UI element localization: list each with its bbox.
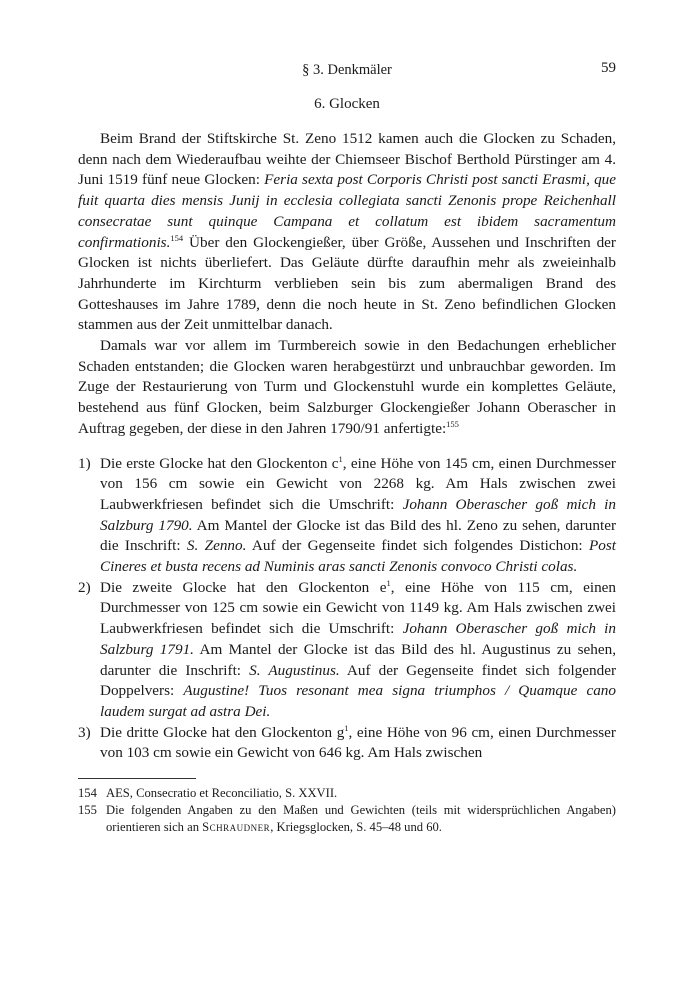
inscription-italic: S. Zenno. xyxy=(186,537,247,555)
footnote-text: AES, Consecratio et Reconciliatio, S. XXVII. xyxy=(106,786,338,801)
tone-superscript: 1 xyxy=(338,453,343,464)
page-header xyxy=(78,60,616,82)
inscription-italic: S. Augustinus. xyxy=(249,661,340,679)
bell-text: Die dritte Glocke hat den Glockenton g xyxy=(100,723,345,741)
footnote-divider xyxy=(78,778,196,779)
footnote-154 xyxy=(78,785,616,802)
footnote-text: Die folgenden Angaben zu den Maßen und Gewichten (teils mit widersprüchlichen Angaben) orientieren sich an xyxy=(106,803,616,835)
bell-text: Am Mantel der Glocke ist das Bild des hl. Zeno zu sehen, darunter die Inschrift: xyxy=(100,516,617,555)
paragraph-1-text-b: Über den Glockengießer, über Größe, Aussehen und Inschriften der Glocken ist nichts überliefert. Das Geläute dürfte daraufhin mehr als zweieinhalb Jahrhunderte im Kirchturm verblieben sein bis zum abermaligen Brand des Gotteshauses im Jahre 1789, denn die noch heute in St. Zeno befindlichen Glocken stammen aus der Zeit unmittelbar danach. xyxy=(78,233,616,334)
footnotes xyxy=(78,785,616,836)
tone-superscript: 1 xyxy=(344,722,349,733)
footnote-ref-154[interactable]: 154 xyxy=(170,232,184,243)
footnote-number: 154 xyxy=(78,786,97,801)
body-text xyxy=(78,129,616,764)
paragraph-2 xyxy=(78,336,616,440)
bell-text: , eine Höhe von 96 cm, einen Durchmesser von 103 cm sowie ein Gewicht von 646 kg. Am Hals zwischen xyxy=(100,723,616,762)
bell-text: Die erste Glocke hat den Glockenton c xyxy=(100,454,339,472)
list-number: 2) xyxy=(78,578,91,596)
bell-item-2 xyxy=(78,578,616,723)
running-head: § 3. Denkmäler xyxy=(302,62,392,78)
footnote-ref-155[interactable]: 155 xyxy=(446,418,459,429)
inscription-italic: Augustine! Tuos resonant mea signa triumphos / Quamque cano laudem surgat ad astra Dei. xyxy=(100,682,616,720)
bell-item-3 xyxy=(78,723,616,764)
footnote-text: , Kriegsglocken, S. 45–48 und 60. xyxy=(270,820,442,835)
bell-text: Am Mantel der Glocke ist das Bild des hl. Augustinus zu sehen, darunter die Inschrift: xyxy=(100,640,616,679)
bell-text: Auf der Gegenseite findet sich folgender Doppelvers: xyxy=(100,661,617,700)
bell-text: , eine Höhe von 145 cm, einen Durchmesser von 156 cm sowie ein Gewicht von 2268 kg. Am Hals zwischen zwei Laubwerkfriesen befindet sich die Umschrift: xyxy=(100,454,616,513)
section-title: 6. Glocken xyxy=(314,96,380,112)
tone-superscript: 1 xyxy=(386,577,391,588)
author-name-smallcaps: Schraudner xyxy=(202,820,271,835)
list-number: 1) xyxy=(78,454,91,472)
inscription-italic: Johann Oberascher goß mich in Salzburg 1790. xyxy=(100,495,616,534)
bell-text: Die zweite Glocke hat den Glockenton e xyxy=(100,578,387,596)
footnote-number: 155 xyxy=(78,803,97,818)
paragraph-1-text-a: Beim Brand der Stiftskirche St. Zeno 1512 kamen auch die Glocken zu Schaden, denn nach dem Wiederaufbau weihte der Chiemseer Bischof Berthold Pürstinger am 4. Juni 1519 fünf neue Glocken: xyxy=(78,130,616,189)
book-page xyxy=(78,60,616,836)
bell-text: , eine Höhe von 115 cm, einen Durchmesser von 125 cm sowie ein Gewicht von 1149 kg. Am Hals zwischen zwei Laubwerkfriesen befindet sich die Umschrift: xyxy=(100,578,617,638)
paragraph-1 xyxy=(78,129,616,336)
bell-list xyxy=(78,454,616,765)
bell-item-1 xyxy=(78,454,616,578)
page-number: 59 xyxy=(601,60,616,76)
list-number: 3) xyxy=(78,723,91,741)
inscription-italic: Post Cineres et busta recens ad Numinis aras sancti Zenonis convoco Christi colas. xyxy=(100,537,616,576)
latin-quote: Feria sexta post Corporis Christi post sancti Erasmi, que fuit quarta dies mensis Junij in ecclesia collegiata sancti Zenonis prope Reichenhall consecratae sunt quinque Campana et collatum est ibidem sacramentum confirmationis. xyxy=(78,171,616,251)
inscription-italic: Johann Oberascher goß mich in Salzburg 1791. xyxy=(100,620,616,658)
footnote-155 xyxy=(78,802,616,836)
paragraph-2-text: Damals war vor allem im Turmbereich sowie in den Bedachungen erheblicher Schaden entstanden; die Glocken waren herabgestürzt und unbrauchbar geworden. Im Zuge der Restaurierung von Turm und Glockenstuhl wurde ein komplettes Geläute, bestehend aus fünf Glocken, beim Salzburger Glockengießer Johann Oberascher in Auftrag gegeben, der diese in den Jahren 1790/91 anfertigte: xyxy=(78,337,616,437)
bell-text: Auf der Gegenseite findet sich folgendes Distichon: xyxy=(246,537,589,555)
